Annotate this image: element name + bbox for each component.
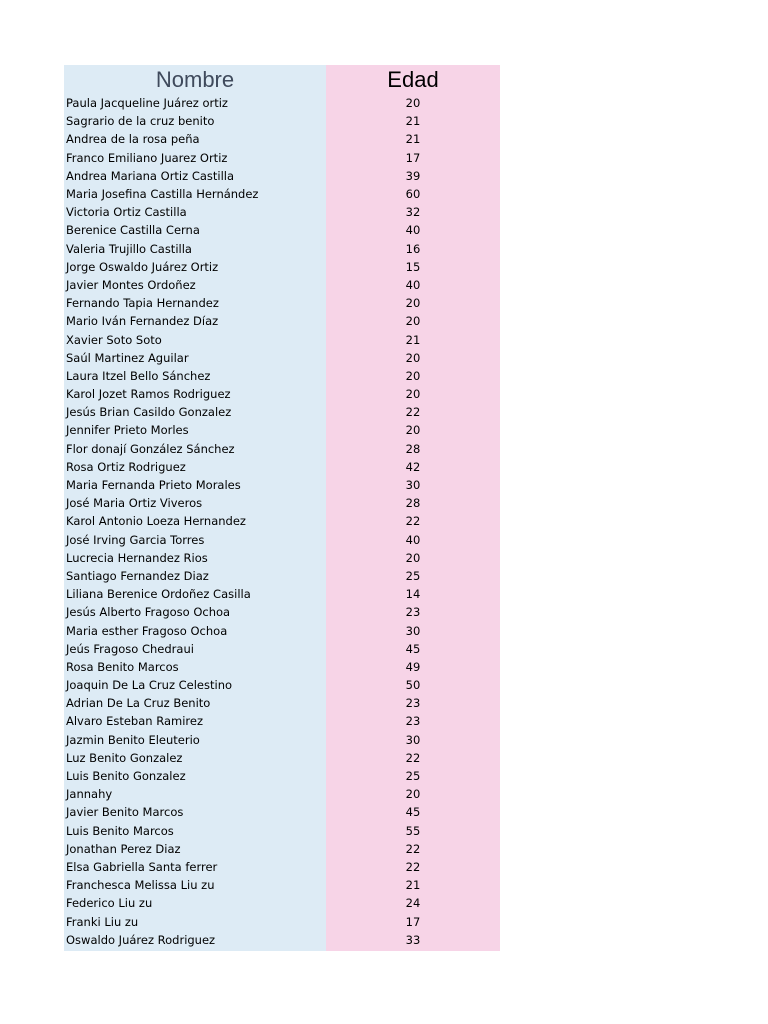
- name-cell: Javier Montes Ordoñez: [66, 277, 196, 292]
- name-cell: Fernando Tapia Hernandez: [66, 296, 219, 311]
- age-cell: 45: [405, 805, 421, 820]
- age-cell: 22: [405, 859, 421, 874]
- table-row: [64, 167, 500, 185]
- age-cell: 20: [405, 550, 421, 565]
- table-row: [64, 94, 500, 112]
- table-row: [64, 640, 500, 658]
- table-row: [64, 276, 500, 294]
- table-row: [64, 549, 500, 567]
- age-cell: 39: [405, 168, 421, 183]
- name-cell: Franco Emiliano Juarez Ortiz: [66, 150, 228, 165]
- table-row: [64, 476, 500, 494]
- name-cell: Maria Josefina Castilla Hernández: [66, 187, 259, 202]
- name-cell: Franki Liu zu: [66, 914, 139, 929]
- age-cell: 25: [405, 769, 421, 784]
- table-row: [64, 221, 500, 239]
- name-cell: Jesús Alberto Fragoso Ochoa: [66, 605, 231, 620]
- table-row: [64, 512, 500, 530]
- table-row: [64, 785, 500, 803]
- table-row: [64, 876, 500, 894]
- age-cell: 30: [405, 478, 421, 493]
- table-row: [64, 712, 500, 730]
- table-row: [64, 240, 500, 258]
- name-cell: Jazmin Benito Eleuterio: [66, 732, 200, 747]
- table-row: [64, 312, 500, 330]
- age-cell: 50: [405, 678, 421, 693]
- age-cell: 20: [405, 96, 421, 111]
- age-cell: 20: [405, 787, 421, 802]
- name-cell: Lucrecia Hernandez Rios: [66, 550, 208, 565]
- name-cell: Alvaro Esteban Ramirez: [66, 714, 203, 729]
- table-row: [64, 621, 500, 639]
- age-cell: 17: [405, 914, 421, 929]
- table-row: [64, 149, 500, 167]
- age-cell: 23: [405, 696, 421, 711]
- table-row: [64, 676, 500, 694]
- table-row: [64, 531, 500, 549]
- name-cell: Laura Itzel Bello Sánchez: [66, 368, 211, 383]
- age-cell: 22: [405, 750, 421, 765]
- table-row: [64, 494, 500, 512]
- table-row: [64, 658, 500, 676]
- table-row: [64, 349, 500, 367]
- table-body: [64, 94, 500, 949]
- table-row: [64, 694, 500, 712]
- age-cell: 28: [405, 496, 421, 511]
- table-row: [64, 749, 500, 767]
- age-cell: 42: [405, 459, 421, 474]
- name-cell: Andrea de la rosa peña: [66, 132, 200, 147]
- name-cell: Jesús Brian Casildo Gonzalez: [66, 405, 232, 420]
- age-cell: 20: [405, 350, 421, 365]
- age-cell: 22: [405, 514, 421, 529]
- name-cell: Javier Benito Marcos: [66, 805, 184, 820]
- age-cell: 32: [405, 205, 421, 220]
- age-cell: 22: [405, 841, 421, 856]
- table-row: [64, 803, 500, 821]
- header-age: Edad: [387, 67, 439, 92]
- name-cell: Luis Benito Marcos: [66, 823, 174, 838]
- name-cell: Andrea Mariana Ortiz Castilla: [66, 168, 235, 183]
- age-cell: 15: [405, 259, 421, 274]
- table-row: [64, 912, 500, 930]
- age-cell: 40: [405, 223, 421, 238]
- name-cell: Karol Antonio Loeza Hernandez: [66, 514, 246, 529]
- age-cell: 21: [405, 878, 421, 893]
- name-cell: Valeria Trujillo Castilla: [66, 241, 192, 256]
- age-cell: 40: [405, 277, 421, 292]
- age-cell: 21: [405, 114, 421, 129]
- age-cell: 17: [405, 150, 421, 165]
- table-row: [64, 385, 500, 403]
- table-row: [64, 840, 500, 858]
- age-cell: 20: [405, 387, 421, 402]
- age-cell: 24: [405, 896, 421, 911]
- table-row: [64, 294, 500, 312]
- table-row: [64, 458, 500, 476]
- name-cell: Victoria Ortiz Castilla: [66, 205, 187, 220]
- name-cell: Maria Fernanda Prieto Morales: [66, 478, 241, 493]
- name-cell: Luis Benito Gonzalez: [66, 769, 186, 784]
- age-cell: 20: [405, 368, 421, 383]
- name-cell: Elsa Gabriella Santa ferrer: [66, 859, 218, 874]
- name-cell: José Irving Garcia Torres: [66, 532, 205, 547]
- name-cell: Karol Jozet Ramos Rodriguez: [66, 387, 231, 402]
- name-cell: Berenice Castilla Cerna: [66, 223, 200, 238]
- age-cell: 22: [405, 405, 421, 420]
- age-cell: 20: [405, 423, 421, 438]
- table-row: [64, 567, 500, 585]
- name-cell: Rosa Benito Marcos: [66, 659, 179, 674]
- spreadsheet-table: [64, 65, 500, 951]
- table-row: [64, 731, 500, 749]
- table-row: [64, 421, 500, 439]
- table-row: [64, 822, 500, 840]
- name-cell: Jonathan Perez Diaz: [66, 841, 181, 856]
- name-cell: Oswaldo Juárez Rodriguez: [66, 932, 216, 947]
- age-cell: 23: [405, 714, 421, 729]
- age-cell: 40: [405, 532, 421, 547]
- table-row: [64, 603, 500, 621]
- table-row: [64, 585, 500, 603]
- name-cell: Liliana Berenice Ordoñez Casilla: [66, 587, 251, 602]
- age-cell: 28: [405, 441, 421, 456]
- table-row: [64, 858, 500, 876]
- age-cell: 16: [405, 241, 421, 256]
- table-row: [64, 258, 500, 276]
- table-row: [64, 894, 500, 912]
- age-cell: 33: [405, 932, 421, 947]
- table-row: [64, 185, 500, 203]
- table-row: [64, 112, 500, 130]
- age-cell: 21: [405, 332, 421, 347]
- age-cell: 30: [405, 732, 421, 747]
- name-cell: Xavier Soto Soto: [66, 332, 162, 347]
- name-cell: Flor donají González Sánchez: [66, 441, 235, 456]
- table-header: [64, 65, 500, 94]
- name-cell: Franchesca Melissa Liu zu: [66, 878, 215, 893]
- table-row: [64, 330, 500, 348]
- name-cell: Maria esther Fragoso Ochoa: [66, 623, 228, 638]
- age-cell: 23: [405, 605, 421, 620]
- name-cell: Jennifer Prieto Morles: [66, 423, 189, 438]
- name-cell: Sagrario de la cruz benito: [66, 114, 215, 129]
- name-cell: Rosa Ortiz Rodriguez: [66, 459, 186, 474]
- age-cell: 14: [405, 587, 421, 602]
- age-cell: 55: [405, 823, 421, 838]
- name-cell: Jannahy: [66, 787, 113, 802]
- name-cell: Jeús Fragoso Chedraui: [66, 641, 194, 656]
- age-cell: 21: [405, 132, 421, 147]
- table-row: [64, 367, 500, 385]
- age-cell: 49: [405, 659, 421, 674]
- name-cell: Santiago Fernandez Diaz: [66, 568, 209, 583]
- table-row: [64, 403, 500, 421]
- name-cell: José Maria Ortiz Viveros: [66, 496, 203, 511]
- name-cell: Saúl Martinez Aguilar: [66, 350, 189, 365]
- name-cell: Adrian De La Cruz Benito: [66, 696, 211, 711]
- name-cell: Federico Liu zu: [66, 896, 153, 911]
- table-row: [64, 440, 500, 458]
- age-cell: 30: [405, 623, 421, 638]
- age-cell: 45: [405, 641, 421, 656]
- age-cell: 25: [405, 568, 421, 583]
- age-cell: 20: [405, 296, 421, 311]
- table-row: [64, 767, 500, 785]
- table-row: [64, 203, 500, 221]
- age-cell: 60: [405, 187, 421, 202]
- table-row: [64, 130, 500, 148]
- name-cell: Paula Jacqueline Juárez ortiz: [66, 96, 228, 111]
- name-cell: Mario Iván Fernandez Díaz: [66, 314, 219, 329]
- age-cell: 20: [405, 314, 421, 329]
- name-cell: Joaquin De La Cruz Celestino: [66, 678, 233, 693]
- name-cell: Jorge Oswaldo Juárez Ortiz: [66, 259, 219, 274]
- header-name: Nombre: [155, 67, 235, 92]
- table-row: [64, 931, 500, 949]
- name-cell: Luz Benito Gonzalez: [66, 750, 183, 765]
